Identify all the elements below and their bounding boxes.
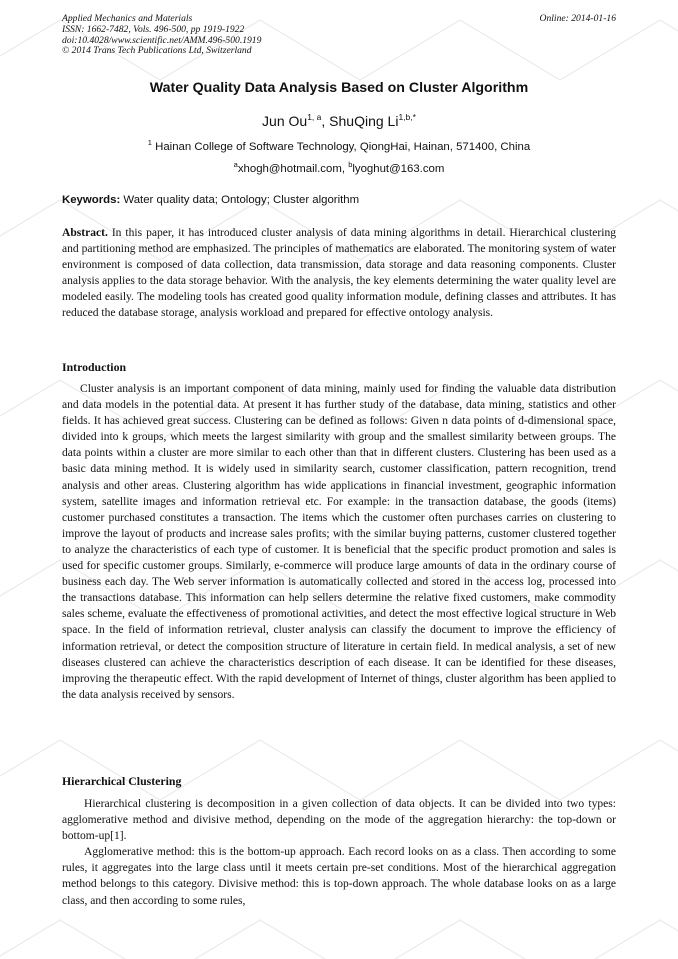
author-affiliation-mark: 1,b,* bbox=[398, 112, 416, 122]
author-line bbox=[62, 112, 616, 129]
journal-header bbox=[62, 14, 616, 57]
author-name: Jun Ou bbox=[262, 113, 308, 129]
journal-name: Applied Mechanics and Materials bbox=[62, 13, 193, 24]
keywords bbox=[62, 194, 616, 206]
affiliation-text: Hainan College of Software Technology, QiongHai, Hainan, 571400, China bbox=[151, 141, 531, 153]
paragraph: Agglomerative method: this is the bottom-up approach. Each record looks on as a class. Then according to some rules, it aggregates into the large class until it meets certain pre-set conditions. Most of the hierarchical aggregation method belongs to this category. Divisive method: this is top-down approach. The whole database looks on as a large class, and then according to some rules, bbox=[62, 846, 616, 907]
author-name: ShuQing Li bbox=[329, 113, 399, 129]
paragraph: Hierarchical clustering is decomposition in a given collection of data objects. It can be divided into two types: agglomerative method and divisive method, depending on the mode of the aggregation hierarchy: the top-down or bottom-up[1]. bbox=[62, 798, 616, 843]
email-link[interactable]: lyoghut@163.com bbox=[352, 163, 445, 175]
hierarchical-clustering-body bbox=[62, 796, 616, 909]
online-date: Online: 2014-01-16 bbox=[539, 13, 616, 24]
issn-line: ISSN: 1662-7482, Vols. 496-500, pp 1919-1922 bbox=[62, 23, 245, 35]
introduction-paragraph: Cluster analysis is an important component of data mining, mainly used for finding the valuable data distribution and data models in the potential data. At present it has further study of the database, data mining, statistics and other fields. It has achieved great success. Clustering can be defined as follows: Given n data points of d-dimensional space, divided into k groups, which meets the largest similarity with group and the smallest similarity between groups. The data points within a cluster are more similar to each other than that in different clusters. Clustering has been used as a basic data mining method. It is widely used in similarity search, customer classification, pattern recognition, trend analysis and other areas. Clustering algorithm has wide applications in financial investment, geographic information system, satellite images and information retrieval etc. For example: in the transaction database, the goods (items) customer purchased constitutes a transaction. The items which the customer often purchases carries on clustering to improve the layout of products and increase sales profits; with the similar buying patterns, customer clustered together to analyze the characteristics of each type of customer. It is beneficial that the specific product promotion and sales is used for specific customer groups. Similarly, e-commerce will produce large amounts of data in the ordinary course of business each day. The Web server information is automatically collected and stored in the access log, processed into the transactions database. This information can help sellers determine the relative fixed customers, make commodity sales scheme, evaluate the effectiveness of promotional activities, and detect the most effective logical structure in Web space. In the field of information retrieval, cluster analysis can classify the document to improve the efficiency of information retrieval, or detect the composition structure of literature in certain field. In medical analysis, a set of new diseases clustered can achieve the characteristics description of each disease. It can be identified for these diseases, improving the therapeutic effect. With the rapid development of Internet of things, cluster algorithm has been applied to the data analysis received by sensors. bbox=[62, 383, 616, 701]
paper-title: Water Quality Data Analysis Based on Cluster Algorithm bbox=[149, 80, 529, 96]
email-line bbox=[62, 160, 616, 175]
keywords-text: Water quality data; Ontology; Cluster algorithm bbox=[120, 194, 360, 206]
author-affiliation-mark: 1, a bbox=[307, 112, 322, 122]
email-separator: , bbox=[341, 163, 349, 175]
section-heading-introduction: Introduction bbox=[62, 360, 127, 374]
doi-line: doi:10.4028/www.scientific.net/AMM.496-500.1919 bbox=[62, 34, 262, 46]
abstract-text: In this paper, it has introduced cluster analysis of data mining algorithms in detail. Hierarchical clustering and partitioning method are emphasized. The principles of mathematics are elaborated. The monitoring system of water environment is composed of data collection, data transmission, data storage and data reasoning components. Cluster analysis applies to the data storage behavior. With the analysis, the key elements determining the water quality level are modeled easily. The modeling tools has created good quality information module, defining classes and attributes. It has reduced the database storage, analysis workload and prepared for effective ontology analysis. bbox=[62, 227, 616, 320]
abstract bbox=[62, 225, 616, 322]
email-mark: a bbox=[233, 160, 238, 169]
affiliation bbox=[62, 138, 616, 153]
abstract-label: Abstract. bbox=[62, 227, 108, 239]
section-heading-hierarchical-clustering: Hierarchical Clustering bbox=[62, 774, 182, 788]
keywords-label: Keywords: bbox=[62, 194, 121, 206]
email-link[interactable]: xhogh@hotmail.com bbox=[237, 163, 342, 175]
email-mark: b bbox=[348, 160, 353, 169]
copyright-line: © 2014 Trans Tech Publications Ltd, Switzerland bbox=[62, 45, 252, 57]
affiliation-mark: 1 bbox=[147, 138, 152, 147]
author-separator: , bbox=[321, 113, 330, 129]
